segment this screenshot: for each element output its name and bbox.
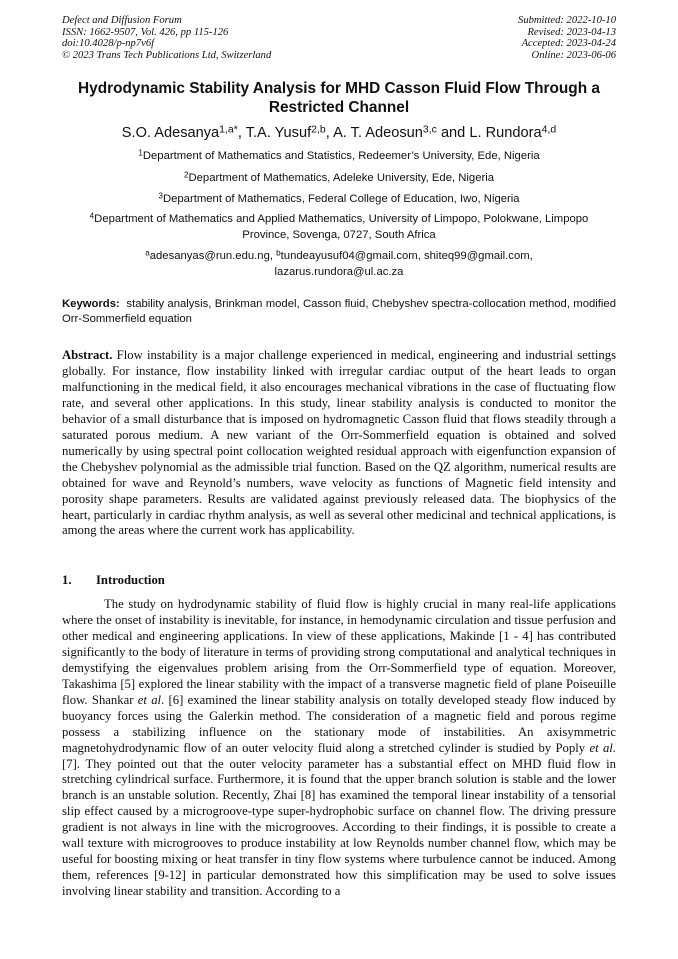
keywords-label: Keywords: xyxy=(62,298,120,310)
intro-etal: et al. xyxy=(589,740,616,755)
email-sup: a xyxy=(145,248,150,258)
introduction-paragraph xyxy=(62,597,616,900)
affiliation-text: Department of Mathematics, Federal College of Education, Iwo, Nigeria xyxy=(162,193,520,205)
date-accepted: Accepted: 2023-04-24 xyxy=(521,38,616,50)
affiliation xyxy=(62,171,616,187)
keywords xyxy=(62,297,616,327)
author-emails xyxy=(102,249,576,280)
email: lazarus.rundora@ul.ac.za xyxy=(274,265,404,278)
author-name: S.O. Adesanya xyxy=(121,125,220,141)
journal-issn: ISSN: 1662-9507, Vol. 426, pp 115-126 xyxy=(62,26,229,38)
author-sep: and xyxy=(436,125,470,141)
intro-etal: et al xyxy=(137,692,162,707)
email: adesanyas@run.edu.ng, xyxy=(149,250,277,262)
affiliation-text: Department of Mathematics and Applied Mathematics, University of Limpopo, Polokwane, Limpopo Province, Sovenga, 0727, South Africa xyxy=(94,213,589,241)
affiliation-text: Department of Mathematics and Statistics, Redeemer’s University, Ede, Nigeria xyxy=(142,150,540,162)
date-revised: Revised: 2023-04-13 xyxy=(527,26,616,38)
journal-doi: doi:10.4028/p-np7v6f xyxy=(62,38,155,50)
intro-text: [7]. They pointed out that the outer velocity parameter has a substantial effect on MHD fluid flow in stretching cylindrical surface. Furthermore, it is found that the upper branch solution is stable and the lower branch is an unstable solution. Recently, Zhai [8] has examined the temporal linear instability of a tensorial slip effect caused by a microgroove-type super-hydrophobic surface on channel flow. The driving pressure gradient is not always in line with the microgrooves. According to their findings, it is possible to create a wall texture with microgrooves to produce instability at low Reynolds number channel flow, which may be useful for boosting mixing or heat transfer in tiny flow systems where turbulence cannot be induced. Among them, references [9-12] in particular demonstrated how this simplification may be used to solve issues involving linear stability and transition. According to a xyxy=(62,756,616,899)
intro-text: The study on hydrodynamic stability of fluid flow is highly crucial in many real-life applications where the onset of instability is inevitable, for instance, in hemodynamic circulation and tissue perfusion and other medical and engineering applications. In view of these applications, Makinde [1 - 4] has contributed significantly to the body of literature in terms of providing strong computational and analytical techniques in demystifying the eigenvalues problem arising from the Orr-Sommerfield type of equation. Moreover, Takashima [5] explored the linear stability with the impact of a transverse magnetic field of plane Poiseuille flow. Shankar xyxy=(62,597,616,707)
section-title: Introduction xyxy=(96,573,165,587)
affiliation-text: Department of Mathematics, Adeleke University, Ede, Nigeria xyxy=(188,172,495,184)
affiliation-sup: 2 xyxy=(183,170,189,180)
author-name: L. Rundora xyxy=(469,125,542,141)
affiliation xyxy=(62,192,616,208)
intro-text: . [6] examined the linear stability analysis on totally developed steady flow induced by buoyancy forces using the Galerkin method. The consideration of a magnetic field and porous regime possess a stabilizing influence on the stationary mode of instabilities. An axisymmetric magnetohydrodynamic flow of an outer velocity fluid along a stretched cylinder is studied by Poply xyxy=(62,692,616,755)
abstract xyxy=(62,348,616,539)
affiliation xyxy=(82,212,596,243)
affiliation xyxy=(62,149,616,165)
journal-info xyxy=(62,15,271,61)
date-submitted: Submitted: 2022-10-10 xyxy=(518,15,616,26)
journal-copyright: © 2023 Trans Tech Publications Ltd, Switzerland xyxy=(62,49,272,61)
author-sup: 2,b xyxy=(311,123,326,136)
journal-name: Defect and Diffusion Forum xyxy=(62,15,182,26)
affiliation-sup: 1 xyxy=(138,148,143,158)
author-name: A. T. Adeosun xyxy=(333,125,423,141)
author-list xyxy=(62,124,616,142)
abstract-text: Flow instability is a major challenge experienced in medical, engineering and industrial settings globally. For instance, flow instability linked with irregular cardiac output of the heart leads to organ malfunctioning in the medical field, it also encourages mechanical vibrations in the case of fluctuating flow rate, and several other applications. In this study, linear stability analysis is conducted to monitor the behavior of a small disturbance that is imposed on hydromagnetic Casson fluid that flows steadily through a saturated porous medium. A new variant of the Orr-Sommerfield equation is obtained and solved numerically by using spectral point collocation weighted residual approach with eigenfunction expansion of the Chebyshev polynomial as the admissible trial function. Based on the QZ algorithm, numerical results are obtained for wave and Reynold’s numbers, wave velocity as functions of Magnetic field intensity and porosity shape parameters. Results are validated against previously released data. The biophysics of the heart, particularly in cardiac rhythm analysis, as well as several other medicinal and technical applications, is among the areas where the current work has applicability. xyxy=(62,348,617,538)
email: tundeayusuf04@gmail.com, shiteq99@gmail.com, xyxy=(280,250,533,262)
affiliation-sup: 3 xyxy=(158,191,163,201)
email-sup: b xyxy=(276,248,281,258)
abstract-label: Abstract. xyxy=(62,348,113,362)
author-sup: 4,d xyxy=(541,123,557,136)
keywords-text: stability analysis, Brinkman model, Casson fluid, Chebyshev spectra-collocation method, modified Orr-Sommerfield equation xyxy=(62,298,616,326)
date-online: Online: 2023-06-06 xyxy=(531,49,616,61)
affiliation-sup: 4 xyxy=(89,211,95,221)
section-number: 1. xyxy=(62,573,72,587)
author-sup: 1,a* xyxy=(219,123,238,136)
author-sup: 3,c xyxy=(422,123,437,136)
author-sep: , xyxy=(325,125,334,141)
publication-dates xyxy=(518,15,616,61)
section-heading xyxy=(62,573,165,588)
paper-title: Hydrodynamic Stability Analysis for MHD Casson Fluid Flow Through a Restricted Channel xyxy=(78,80,600,116)
author-name: T.A. Yusuf xyxy=(245,125,312,141)
author-sep: , xyxy=(237,125,246,141)
